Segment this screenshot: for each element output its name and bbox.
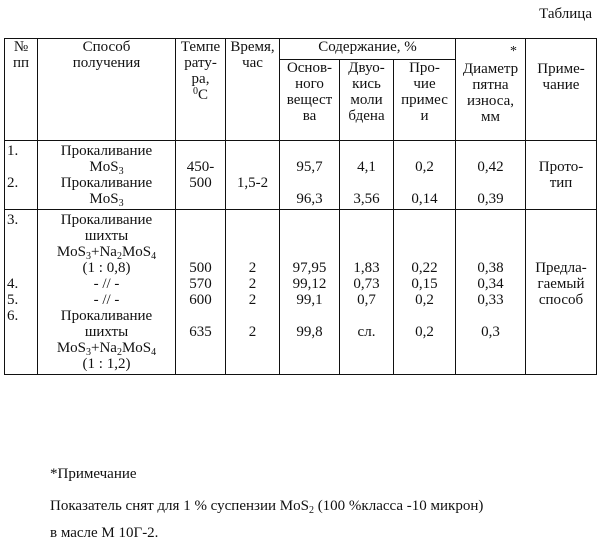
header-temp-unit: С xyxy=(197,87,208,103)
cell-methods xyxy=(38,141,176,210)
cell-line xyxy=(396,175,453,191)
cell-line: 0,2 xyxy=(415,292,434,308)
cell-line xyxy=(282,340,337,356)
table-caption: Таблица xyxy=(539,6,592,22)
header-main xyxy=(280,60,340,141)
cell-line: 0,15 xyxy=(411,276,438,292)
cell-line: 3,56 xyxy=(353,191,380,207)
cell-line xyxy=(7,356,35,372)
cell-mains xyxy=(280,141,340,210)
cell-line: Прото- xyxy=(538,159,584,175)
cell-line xyxy=(342,212,391,228)
cell-methods xyxy=(38,210,176,375)
cell-line: 0,33 xyxy=(477,292,504,308)
cell-line xyxy=(458,308,523,324)
cell-line: 2 xyxy=(248,324,257,340)
cell-line: бдена xyxy=(348,108,385,124)
cell-line: 2. xyxy=(7,175,19,191)
cell-line: 0,39 xyxy=(477,191,504,207)
cell-line: шихты xyxy=(84,228,129,244)
method-line: Прокаливание xyxy=(60,175,153,191)
cell-line xyxy=(282,308,337,324)
cell-line xyxy=(282,244,337,260)
cell-line: 0,2 xyxy=(415,159,434,175)
cell-line: 99,8 xyxy=(296,324,323,340)
header-time xyxy=(226,39,280,141)
cell-line xyxy=(178,228,223,244)
cell-line: чание xyxy=(542,77,580,93)
table-row-group-1 xyxy=(5,141,597,210)
cell-line: 6. xyxy=(7,308,19,324)
cell-line: 0,22 xyxy=(411,260,438,276)
cell-line xyxy=(228,356,277,372)
cell-line: Прокаливание xyxy=(60,308,153,324)
cell-line: 0,38 xyxy=(477,260,504,276)
cell-line: 99,12 xyxy=(292,276,327,292)
cell-line: Предла- xyxy=(535,260,587,276)
cell-line xyxy=(282,356,337,372)
cell-line xyxy=(396,228,453,244)
footnote-title: *Примечание xyxy=(50,466,137,482)
footnote-line-1 xyxy=(50,498,483,515)
cell-line: пятна xyxy=(472,77,509,93)
cell-line: час xyxy=(242,55,263,71)
cell-line xyxy=(528,212,594,228)
cell-times xyxy=(226,141,280,210)
cell-line: 600 xyxy=(189,292,212,308)
cell-line: тип xyxy=(549,175,573,191)
cell-line: мм xyxy=(481,109,500,125)
cell-line xyxy=(7,340,35,356)
cell-line: Диаметр xyxy=(462,61,519,77)
cell-line xyxy=(396,143,453,159)
cell-line: 1,5-2 xyxy=(236,175,269,191)
cell-line: 0,14 xyxy=(411,191,438,207)
cell-line: ного xyxy=(295,76,324,92)
cell-line xyxy=(458,143,523,159)
cell-line: 2 xyxy=(248,292,257,308)
cell-line xyxy=(396,308,453,324)
cell-temps xyxy=(176,141,226,210)
header-temp-sup: 0 xyxy=(192,86,198,97)
footnote-text: Показатель снят для 1 % суспензии MoS xyxy=(50,498,309,514)
cell-line: 635 xyxy=(189,324,212,340)
cell-line xyxy=(396,244,453,260)
cell-line: кись xyxy=(352,76,381,92)
cell-line: Темпе xyxy=(180,39,221,55)
cell-diams xyxy=(456,141,526,210)
header-mos2 xyxy=(340,60,394,141)
cell-line xyxy=(528,340,594,356)
header-diameter xyxy=(456,39,526,141)
cell-line: 0,7 xyxy=(357,292,376,308)
cell-line: 1. xyxy=(7,143,19,159)
cell-line xyxy=(228,244,277,260)
cell-line xyxy=(178,340,223,356)
cell-line xyxy=(342,244,391,260)
cell-line xyxy=(458,340,523,356)
cell-line xyxy=(178,244,223,260)
header-content-group: Содержание, % xyxy=(280,39,456,60)
header-no xyxy=(5,39,38,141)
cell-mos2 xyxy=(340,210,394,375)
cell-line: ва xyxy=(302,108,317,124)
cell-line: 1,83 xyxy=(353,260,380,276)
cell-nums xyxy=(5,210,38,375)
method-line: Прокаливание xyxy=(60,143,153,159)
cell-line: 3. xyxy=(7,212,19,228)
footnote-line-2: в масле М 10Г-2. xyxy=(50,525,159,541)
cell-line: получения xyxy=(72,55,141,71)
cell-line: 5. xyxy=(7,292,19,308)
cell-line xyxy=(178,212,223,228)
cell-line xyxy=(282,212,337,228)
footnote-text: (100 %класса -10 микрон) xyxy=(313,498,484,514)
cell-line xyxy=(458,212,523,228)
cell-diams xyxy=(456,210,526,375)
cell-line: моли xyxy=(350,92,383,108)
cell-line xyxy=(528,191,594,207)
cell-line: 2 xyxy=(248,276,257,292)
method-sub: 3 xyxy=(118,166,124,177)
cell-line: $MoS_3+Na_2MoS_4$ xyxy=(56,244,157,262)
cell-line xyxy=(396,356,453,372)
cell-line xyxy=(282,228,337,244)
cell-line: 2 xyxy=(248,260,257,276)
cell-line: 570 xyxy=(189,276,212,292)
cell-line: Основ- xyxy=(286,60,333,76)
cell-line: (1 : 0,8) xyxy=(82,260,131,276)
cell-others xyxy=(394,141,456,210)
cell-line: 4,1 xyxy=(357,159,376,175)
data-table xyxy=(4,38,597,375)
cell-line xyxy=(528,356,594,372)
cell-line: 0,34 xyxy=(477,276,504,292)
cell-line: Прокаливание xyxy=(60,212,153,228)
footnote-sub: 2 xyxy=(308,505,314,516)
cell-line: пп xyxy=(12,55,30,71)
cell-line xyxy=(342,175,391,191)
cell-line xyxy=(178,191,223,207)
cell-line: рату- xyxy=(184,55,217,71)
cell-line: $MoS_3+Na_2MoS_4$ xyxy=(56,340,157,358)
cell-notes xyxy=(526,141,597,210)
cell-line xyxy=(528,143,594,159)
cell-line xyxy=(228,228,277,244)
cell-line xyxy=(458,175,523,191)
cell-line xyxy=(7,159,35,175)
cell-line xyxy=(228,340,277,356)
cell-line: 96,3 xyxy=(296,191,323,207)
cell-line: 97,95 xyxy=(292,260,327,276)
cell-line xyxy=(228,159,277,175)
cell-notes xyxy=(526,210,597,375)
cell-line: - // - xyxy=(93,292,120,308)
cell-line: гаемый xyxy=(537,276,585,292)
header-temp xyxy=(176,39,226,141)
header-method xyxy=(38,39,176,141)
cell-line xyxy=(528,308,594,324)
method-line: MoS xyxy=(89,159,119,175)
cell-line: сл. xyxy=(357,324,376,340)
cell-line xyxy=(228,143,277,159)
cell-line xyxy=(528,324,594,340)
cell-line xyxy=(458,228,523,244)
asterisk-mark: * xyxy=(510,44,517,59)
cell-line xyxy=(342,308,391,324)
cell-line: 0,73 xyxy=(353,276,380,292)
cell-line xyxy=(228,308,277,324)
cell-line: 99,1 xyxy=(296,292,323,308)
cell-line xyxy=(7,324,35,340)
cell-line: 0,2 xyxy=(415,324,434,340)
cell-line xyxy=(178,356,223,372)
cell-line: Двуо- xyxy=(348,60,385,76)
cell-line xyxy=(396,340,453,356)
method-line: MoS xyxy=(89,191,119,207)
cell-line xyxy=(342,228,391,244)
cell-line xyxy=(178,143,223,159)
cell-line: и xyxy=(420,108,429,124)
header-temp-lines xyxy=(178,39,223,87)
cell-line: Время, xyxy=(230,39,275,55)
cell-line xyxy=(228,191,277,207)
cell-line xyxy=(228,212,277,228)
cell-line: шихты xyxy=(84,324,129,340)
cell-line xyxy=(342,143,391,159)
cell-line: 0,42 xyxy=(477,159,504,175)
cell-line: Способ xyxy=(82,39,131,55)
cell-line: чие xyxy=(413,76,436,92)
cell-line: 500 xyxy=(189,260,212,276)
cell-line xyxy=(342,356,391,372)
cell-line xyxy=(7,244,35,260)
cell-line: № xyxy=(13,39,29,55)
cell-line: 0,3 xyxy=(481,324,500,340)
cell-line: 4. xyxy=(7,276,19,292)
cell-line xyxy=(396,212,453,228)
cell-mos2 xyxy=(340,141,394,210)
cell-line xyxy=(7,260,35,276)
cell-line xyxy=(458,244,523,260)
cell-line: Приме- xyxy=(537,61,585,77)
cell-line: 500 xyxy=(189,175,212,191)
cell-line: примес xyxy=(401,92,448,108)
cell-temps xyxy=(176,210,226,375)
cell-line: 450- xyxy=(186,159,215,175)
cell-line: способ xyxy=(538,292,584,308)
cell-nums xyxy=(5,141,38,210)
cell-others xyxy=(394,210,456,375)
cell-line xyxy=(282,143,337,159)
cell-line: ра, xyxy=(191,71,210,87)
cell-line xyxy=(178,308,223,324)
header-other xyxy=(394,60,456,141)
cell-line: (1 : 1,2) xyxy=(82,356,131,372)
cell-line: вещест xyxy=(286,92,333,108)
table-row-group-2 xyxy=(5,210,597,375)
cell-line xyxy=(342,340,391,356)
cell-line xyxy=(7,228,35,244)
cell-line xyxy=(458,356,523,372)
cell-mains xyxy=(280,210,340,375)
cell-line: 95,7 xyxy=(296,159,323,175)
cell-line xyxy=(528,228,594,244)
cell-line: износа, xyxy=(466,93,515,109)
cell-line xyxy=(528,244,594,260)
method-sub: 3 xyxy=(118,198,124,209)
cell-line xyxy=(7,191,35,207)
cell-line: - // - xyxy=(93,276,120,292)
cell-line: Про- xyxy=(409,60,440,76)
cell-line xyxy=(282,175,337,191)
header-note xyxy=(526,39,597,141)
cell-times xyxy=(226,210,280,375)
